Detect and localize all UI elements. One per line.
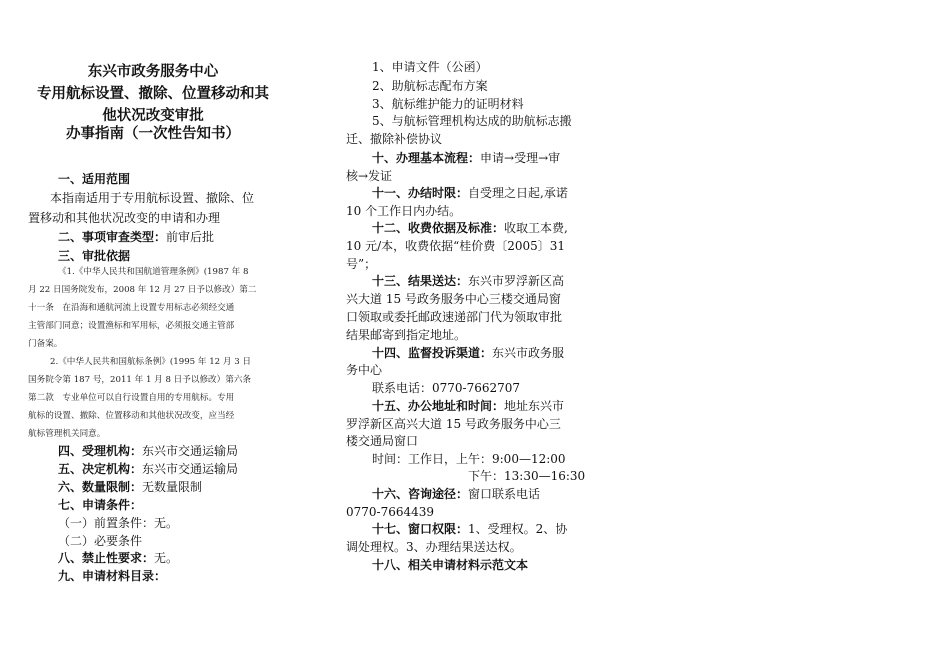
basis-line-9: 航标的设置、撤除、位置移动和其他状况改变，应当经	[28, 411, 235, 421]
section-5-row	[58, 461, 238, 478]
section-14-heading: 十四、监督投诉渠道：	[372, 346, 493, 360]
document-title-line-4: 办事指南（一次性告知书）	[66, 126, 240, 142]
section-15-cont-1: 罗浮新区高兴大道 15 号政务服务中心三	[346, 417, 561, 431]
section-10-value: 申请→受理→审	[480, 151, 561, 165]
section-16-value: 窗口联系电话	[468, 487, 541, 501]
section-2-heading: 二、事项审查类型：	[58, 230, 167, 244]
section-6-value: 无数量限制	[142, 480, 203, 494]
section-8-row	[58, 550, 178, 567]
material-item-5-line-1: 5、与航标管理机构达成的助航标志搬	[372, 114, 572, 128]
section-16-cont: 0770-7664439	[346, 505, 435, 519]
section-14-phone: 联系电话：0770-7662707	[372, 381, 521, 395]
section-13-cont-1: 兴大道 15 号政务服务中心三楼交通局窗	[346, 292, 561, 306]
material-item-1: 1、申请文件（公函）	[372, 60, 488, 74]
section-10-row	[372, 150, 560, 167]
section-11-row	[372, 185, 568, 202]
section-2-value: 前审后批	[166, 230, 215, 244]
section-7-line-2: （二）必要条件	[58, 534, 143, 548]
section-1-body-line-1: 本指南适用于专用航标设置、撤除、位	[50, 191, 255, 205]
section-10-cont: 核→发证	[346, 169, 393, 183]
section-1-heading: 一、适用范围	[58, 172, 131, 186]
section-13-value: 东兴市罗浮新区高	[468, 274, 565, 288]
section-9-heading: 九、申请材料目录：	[58, 569, 167, 583]
basis-line-10: 航标管理机关同意。	[28, 429, 106, 439]
section-15-row	[372, 398, 564, 415]
section-15-cont-2: 楼交通局窗口	[346, 434, 419, 448]
section-3-heading: 三、审批依据	[58, 249, 131, 263]
section-17-value: 1、受理权。2、协	[468, 522, 568, 536]
document-title-line-3: 他状况改变审批	[102, 108, 204, 124]
section-4-heading: 四、受理机构：	[58, 444, 143, 458]
basis-line-4: 主管部门同意；设置渔标和军用标，必须报交通主管部	[28, 321, 235, 331]
basis-line-1: 《1.《中华人民共和国航道管理条例》(1987 年 8	[58, 267, 249, 277]
section-13-row	[372, 273, 564, 290]
section-15-heading: 十五、办公地址和时间：	[372, 399, 505, 413]
section-14-value: 东兴市政务服	[492, 346, 565, 360]
basis-line-2: 月 22 日国务院发布，2008 年 12 月 27 日予以修改）第二	[28, 285, 257, 295]
section-2-row	[58, 229, 214, 246]
basis-line-6: 2.《中华人民共和国航标条例》(1995 年 12 月 3 日	[50, 357, 251, 367]
section-12-value: 收取工本费,	[504, 221, 568, 235]
section-17-heading: 十七、窗口权限：	[372, 522, 469, 536]
section-14-row	[372, 345, 564, 362]
section-12-cont-1: 10 元/本，收费依据“桂价费〔2005〕31	[346, 239, 566, 253]
section-4-value: 东兴市交通运输局	[142, 444, 239, 458]
basis-line-3: 十一条 在沿海和通航河流上设置专用标志必须经交通	[28, 303, 235, 313]
section-16-heading: 十六、咨询途径：	[372, 487, 469, 501]
section-17-cont: 调处理权。3、办理结果送达权。	[346, 540, 522, 554]
document-title-line-2: 专用航标设置、撤除、位置移动和其	[37, 86, 269, 102]
section-15-value: 地址东兴市	[504, 399, 565, 413]
material-item-2: 2、助航标志配布方案	[372, 79, 488, 93]
section-12-heading: 十二、收费依据及标准：	[372, 221, 505, 235]
section-13-heading: 十三、结果送达：	[372, 274, 469, 288]
section-4-row	[58, 443, 238, 460]
basis-line-5: 门备案。	[28, 339, 63, 349]
section-8-value: 无。	[154, 551, 179, 565]
section-14-cont: 务中心	[346, 363, 383, 377]
section-5-heading: 五、决定机构：	[58, 462, 143, 476]
section-13-cont-2: 口领取或委托邮政速递部门代为领取审批	[346, 310, 563, 324]
section-17-row	[372, 521, 567, 538]
basis-line-8: 第二款 专业单位可以自行设置自用的专用航标。专用	[28, 393, 235, 403]
section-7-heading: 七、申请条件：	[58, 498, 143, 512]
document-title-line-1: 东兴市政务服务中心	[87, 64, 219, 80]
section-16-row	[372, 486, 540, 503]
basis-line-7: 国务院令第 187 号，2011 年 1 月 8 日予以修改）第六条	[28, 375, 252, 385]
section-13-cont-3: 结果邮寄到指定地址。	[346, 328, 467, 342]
section-6-row	[58, 479, 202, 496]
section-15-time-1: 时间：工作日，上午：9:00—12:00	[372, 452, 566, 466]
section-1-body-line-2: 置移动和其他状况改变的申请和办理	[28, 211, 221, 225]
section-11-heading: 十一、办结时限：	[372, 186, 469, 200]
section-10-heading: 十、办理基本流程：	[372, 151, 481, 165]
material-item-5-line-2: 迁、撤除补偿协议	[346, 132, 443, 146]
section-15-time-2: 下午：13:30—16:30	[468, 469, 586, 483]
section-11-cont: 10 个工作日内办结。	[346, 204, 462, 218]
section-5-value: 东兴市交通运输局	[142, 462, 239, 476]
section-7-line-1: （一）前置条件：无。	[58, 516, 179, 530]
material-item-3: 3、航标维护能力的证明材料	[372, 97, 524, 111]
section-12-row	[372, 220, 568, 237]
section-6-heading: 六、数量限制：	[58, 480, 143, 494]
section-12-cont-2: 号”；	[346, 257, 377, 271]
section-18-heading: 十八、相关申请材料示范文本	[372, 558, 529, 572]
section-11-value: 自受理之日起,承诺	[468, 186, 568, 200]
section-8-heading: 八、禁止性要求：	[58, 551, 155, 565]
